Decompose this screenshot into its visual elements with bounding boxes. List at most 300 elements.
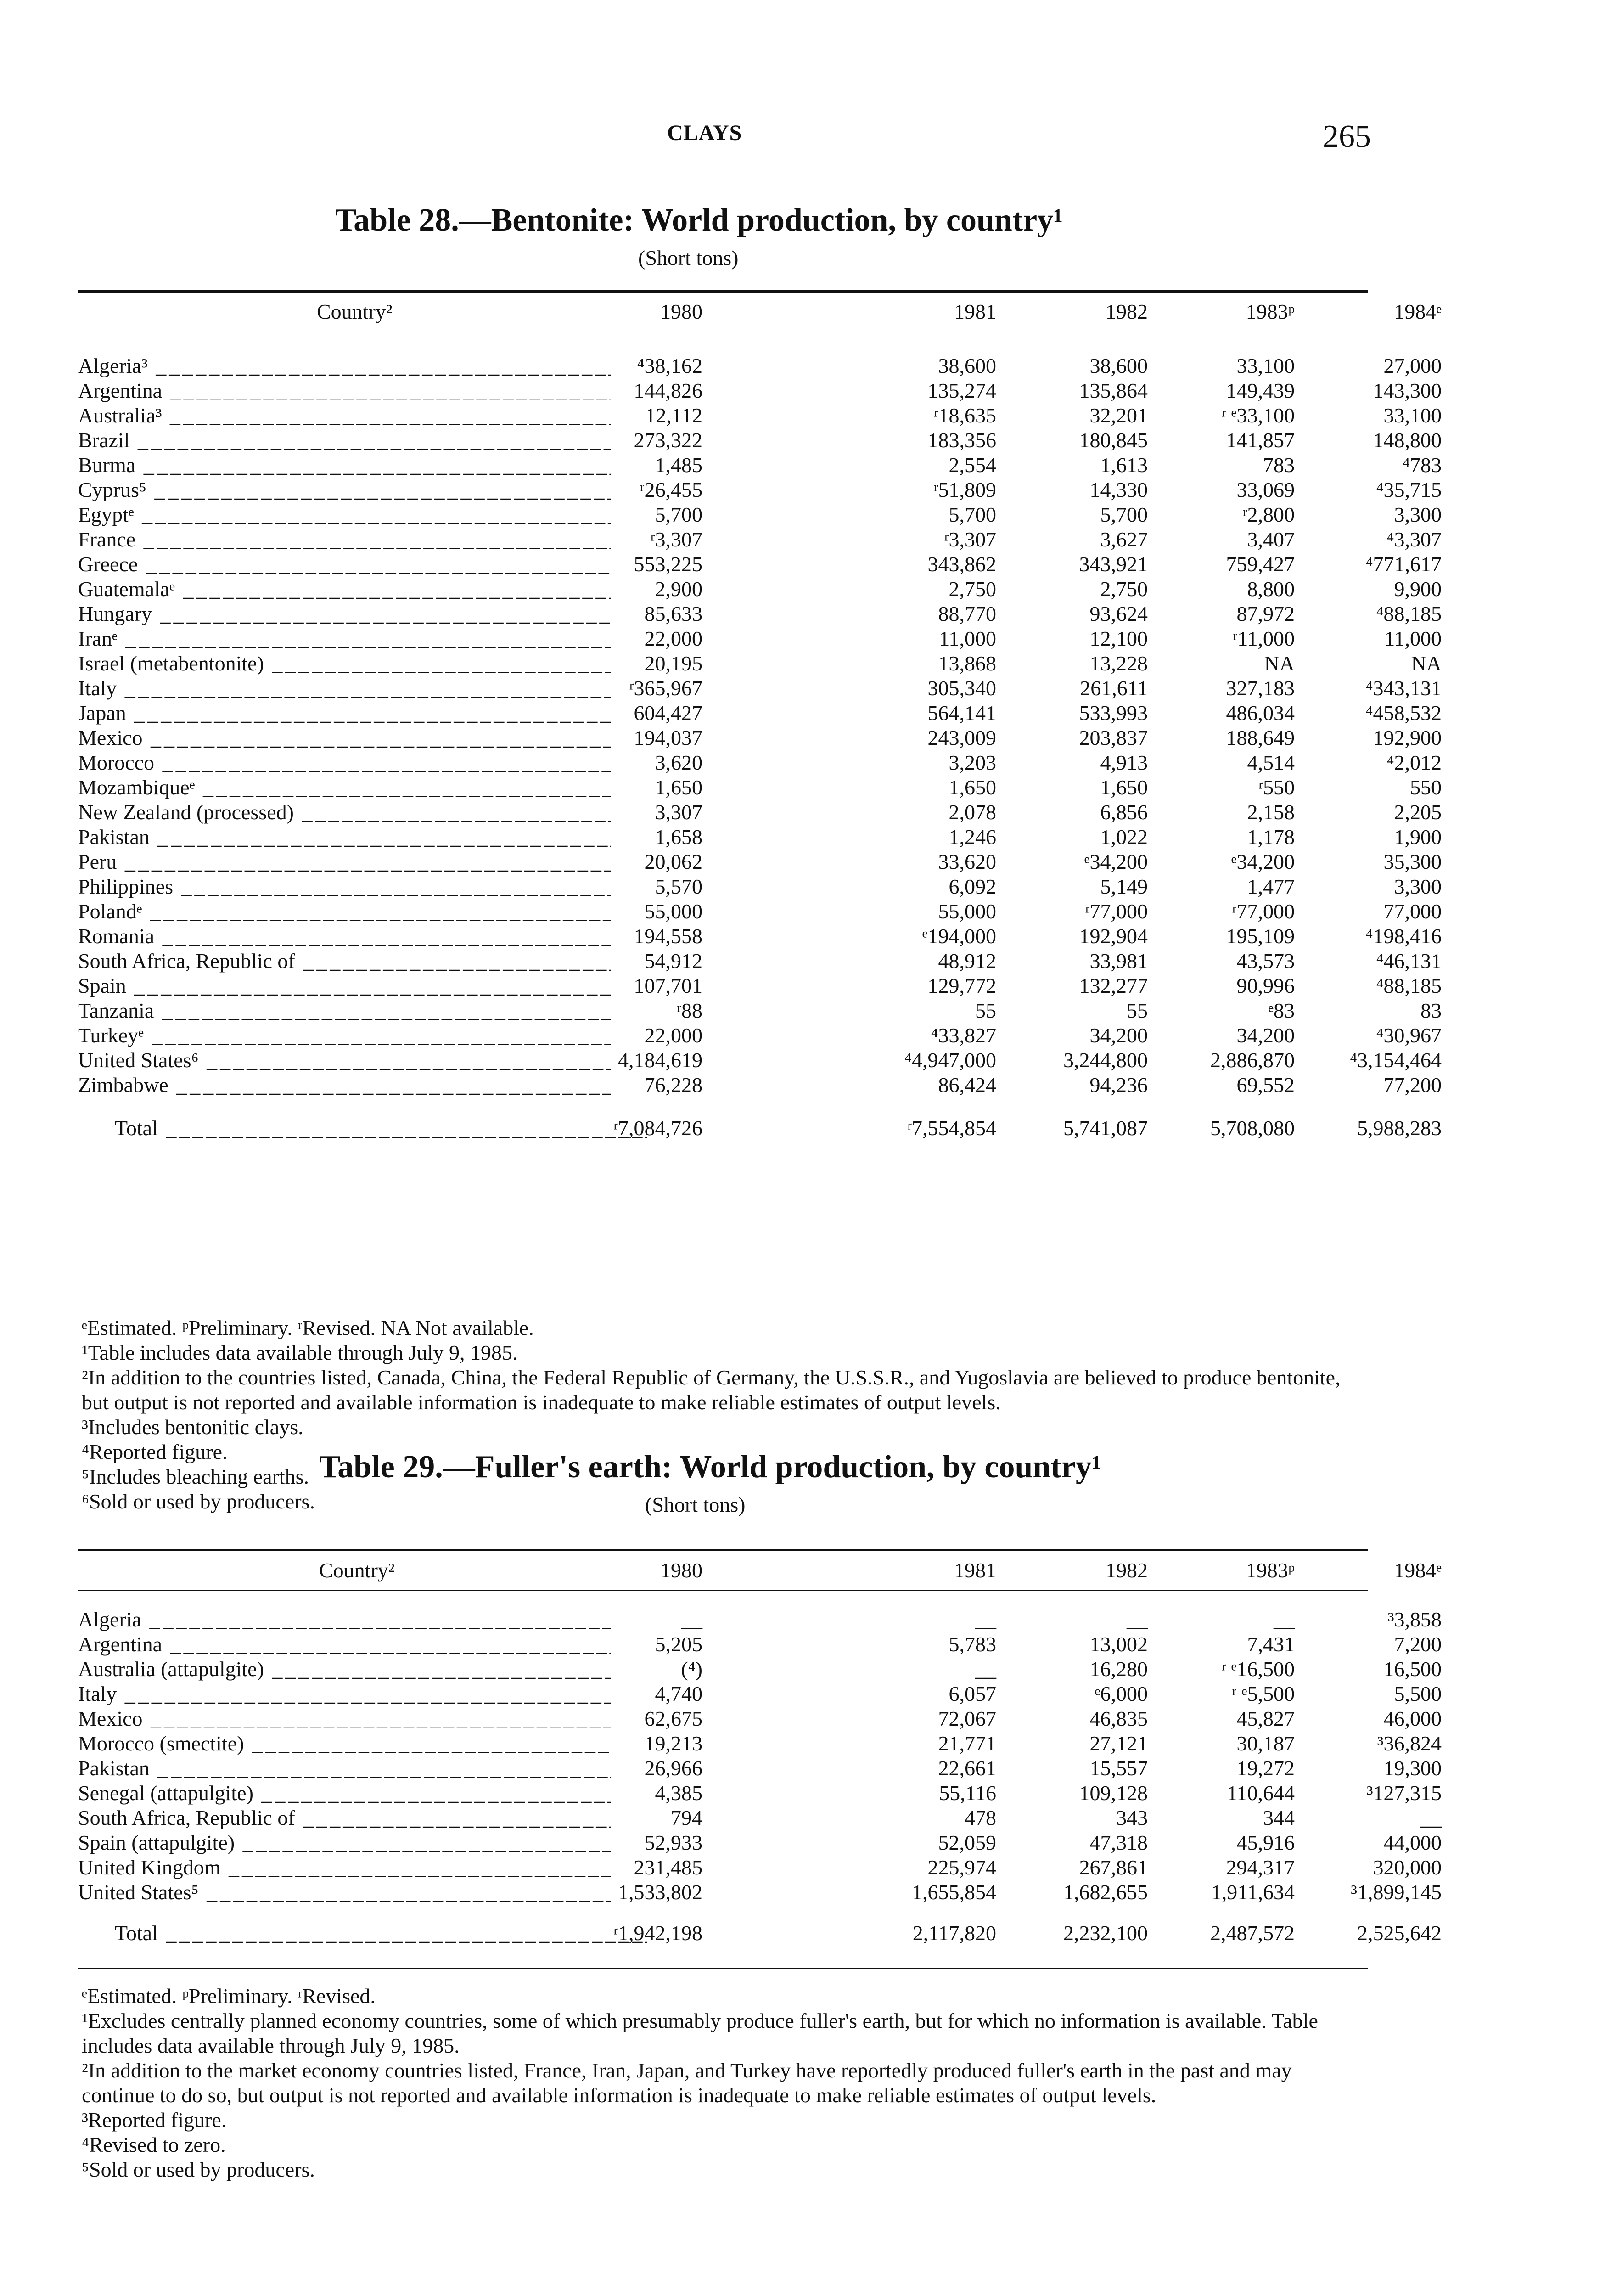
- value-cell-1984: ⁴88,185: [1376, 602, 1442, 625]
- value-cell-1984: 77,200: [1383, 1073, 1442, 1097]
- value-cell-1984: 35,300: [1383, 850, 1442, 873]
- country-cell: Australia (attapulgite) _____: [78, 1657, 611, 1682]
- country-cell: Australia³ _____: [78, 403, 611, 428]
- table-row: [78, 1073, 1442, 1097]
- value-cell-1984: ³127,315: [1366, 1781, 1442, 1805]
- value-cell-1982: 132,277: [1079, 974, 1148, 997]
- table-row: [78, 924, 1442, 949]
- value-cell-1980: 22,000: [644, 1024, 702, 1047]
- country-cell: South Africa, Republic of _____: [78, 1806, 611, 1830]
- value-cell-1984: 83: [1420, 999, 1442, 1022]
- value-cell-1980: __: [681, 1608, 702, 1631]
- value-cell-1982: 6,856: [1100, 800, 1148, 824]
- footnote: ³Reported figure.: [82, 2108, 227, 2132]
- value-cell-1984: 550: [1410, 776, 1442, 799]
- table-row: [78, 378, 1442, 403]
- country-cell: Morocco _____: [78, 750, 611, 775]
- value-cell-1983: ᵉ34,200: [1231, 850, 1295, 873]
- value-cell-1981: 55,116: [939, 1781, 996, 1805]
- value-cell-1983: 34,200: [1236, 1024, 1295, 1047]
- country-cell: United States⁶ _____: [78, 1048, 611, 1073]
- value-cell-1981: 3,203: [949, 751, 996, 774]
- value-cell-1984: 143,300: [1373, 379, 1442, 402]
- value-cell-1984: ⁴46,131: [1376, 949, 1442, 973]
- value-cell-1982: 135,864: [1079, 379, 1148, 402]
- value-cell-1984: 5,500: [1394, 1682, 1442, 1705]
- footnote: ¹Table includes data available through July 9, 1985.: [82, 1341, 518, 1364]
- value-cell-1983: 87,972: [1236, 602, 1295, 625]
- value-cell-1981: ⁴33,827: [931, 1024, 996, 1047]
- value-cell-1984: 320,000: [1373, 1856, 1442, 1879]
- value-cell-1983: __: [1274, 1608, 1295, 1631]
- column-header-country: Country²: [319, 1559, 395, 1582]
- table-row: [78, 502, 1442, 527]
- country-cell: Pakistan _____: [78, 1756, 611, 1781]
- value-cell-1982: 343,921: [1079, 552, 1148, 576]
- value-cell-1980: 553,225: [634, 552, 702, 576]
- value-cell-1980: 5,205: [655, 1632, 702, 1656]
- value-cell-1983: ʳ77,000: [1232, 900, 1295, 923]
- table-row: [78, 1830, 1442, 1855]
- value-cell-1983: 45,916: [1236, 1831, 1295, 1854]
- value-cell-1982: 267,861: [1079, 1856, 1148, 1879]
- value-cell-1980: 52,933: [644, 1831, 702, 1854]
- value-cell-1981: 48,912: [938, 949, 996, 973]
- table-row: [78, 354, 1442, 378]
- table-row: [78, 949, 1442, 974]
- table-row: [78, 478, 1442, 502]
- value-cell-1980: 4,740: [655, 1682, 702, 1705]
- value-cell-1981: 129,772: [927, 974, 996, 997]
- country-cell: South Africa, Republic of _____: [78, 949, 611, 974]
- value-cell-1983: 1,477: [1247, 875, 1295, 898]
- value-cell-1984: ⁴198,416: [1365, 924, 1442, 948]
- value-cell-1980: 194,037: [634, 726, 702, 749]
- value-cell-1981: 33,620: [938, 850, 996, 873]
- value-cell-1980: (⁴): [681, 1657, 702, 1681]
- table-row: [78, 726, 1442, 750]
- value-cell-1983: 4,514: [1247, 751, 1295, 774]
- table-row: [78, 1682, 1442, 1706]
- value-cell-1981: 2,078: [949, 800, 996, 824]
- total-row: [78, 1116, 1442, 1141]
- value-cell-1984: 1,900: [1394, 825, 1442, 849]
- value-cell-1981: 55: [975, 999, 996, 1022]
- value-cell-1983: ᵉ83: [1268, 999, 1295, 1022]
- table-row: [78, 1731, 1442, 1756]
- value-cell-1982: 1,682,655: [1063, 1880, 1148, 1904]
- table-row: [78, 1756, 1442, 1781]
- table-29: [78, 1449, 1442, 2296]
- table-row: [78, 527, 1442, 552]
- table-body: [78, 354, 1442, 1141]
- value-cell-1984: ⁴771,617: [1365, 552, 1442, 576]
- value-cell-1984: __: [1420, 1806, 1442, 1829]
- country-cell: Polandᵉ _____: [78, 899, 611, 924]
- value-cell-1981: 343,862: [927, 552, 996, 576]
- page-number: 265: [1323, 119, 1371, 154]
- country-cell: Greece _____: [78, 552, 611, 577]
- country-cell: Japan _____: [78, 701, 611, 726]
- value-cell-1981: 22,661: [938, 1756, 996, 1780]
- country-cell: Italy _____: [78, 1682, 611, 1706]
- country-cell: Morocco (smectite) _____: [78, 1731, 611, 1756]
- table-row: [78, 1806, 1442, 1830]
- value-cell-1982: 2,232,100: [1063, 1921, 1148, 1945]
- table-row: [78, 1048, 1442, 1073]
- value-cell-1981: 6,057: [949, 1682, 996, 1705]
- value-cell-1980: 85,633: [644, 602, 702, 625]
- value-cell-1981: 88,770: [938, 602, 996, 625]
- footnotes: [78, 1984, 1368, 2182]
- value-cell-1982: 3,627: [1100, 528, 1148, 551]
- table-row: [78, 552, 1442, 577]
- value-cell-1982: 1,650: [1100, 776, 1148, 799]
- table-row: [78, 1706, 1442, 1731]
- value-cell-1984: ⁴2,012: [1386, 751, 1442, 774]
- value-cell-1984: ⁴30,967: [1376, 1024, 1442, 1047]
- footnote: ᵉEstimated. ᵖPreliminary. ʳRevised. NA Not available.: [82, 1316, 534, 1339]
- value-cell-1982: 55: [1127, 999, 1148, 1022]
- value-cell-1983: 3,407: [1247, 528, 1295, 551]
- value-cell-1982: 14,330: [1089, 478, 1148, 501]
- value-cell-1983: ʳ ᵉ16,500: [1221, 1657, 1295, 1681]
- value-cell-1984: 192,900: [1373, 726, 1442, 749]
- footnote: ⁴Reported figure.: [82, 1440, 228, 1463]
- value-cell-1981: ʳ7,554,854: [907, 1116, 996, 1140]
- value-cell-1983: ʳ ᵉ33,100: [1221, 404, 1295, 427]
- value-cell-1981: 478: [965, 1806, 996, 1829]
- country-cell: Romania _____: [78, 924, 611, 949]
- value-cell-1980: 22,000: [644, 627, 702, 650]
- value-cell-1983: ʳ11,000: [1233, 627, 1295, 650]
- value-cell-1982: 109,128: [1079, 1781, 1148, 1805]
- value-cell-1984: 2,525,642: [1357, 1921, 1442, 1945]
- value-cell-1984: 2,205: [1394, 800, 1442, 824]
- table-row: [78, 1657, 1442, 1682]
- country-cell: New Zealand (processed) _____: [78, 800, 611, 825]
- table-row: [78, 701, 1442, 726]
- top-rule: [78, 290, 1368, 293]
- value-cell-1980: 107,701: [634, 974, 702, 997]
- table-row: [78, 775, 1442, 800]
- country-cell: Mozambiqueᵉ _____: [78, 775, 611, 800]
- value-cell-1982: 4,913: [1100, 751, 1148, 774]
- value-cell-1984: 5,988,283: [1357, 1116, 1442, 1140]
- footnote: ²In addition to the countries listed, Canada, China, the Federal Republic of Germany, the U.S.S.R., and Yugoslavia are believed to produce bentonite, but output is not reported and available information is inadequate to make reliable estimates of output levels.: [82, 1366, 1341, 1414]
- value-cell-1981: ᵉ194,000: [922, 924, 996, 948]
- value-cell-1982: 32,201: [1089, 404, 1148, 427]
- value-cell-1980: 194,558: [634, 924, 702, 948]
- country-cell: Argentina _____: [78, 378, 611, 403]
- value-cell-1983: 2,487,572: [1210, 1921, 1295, 1945]
- value-cell-1983: 30,187: [1236, 1732, 1295, 1755]
- value-cell-1984: 33,100: [1383, 404, 1442, 427]
- value-cell-1980: 12,112: [645, 404, 702, 427]
- country-cell: Iranᵉ _____: [78, 626, 611, 651]
- table-row: [78, 974, 1442, 998]
- value-cell-1984: 27,000: [1383, 354, 1442, 377]
- country-cell: Italy _____: [78, 676, 611, 701]
- value-cell-1982: 93,624: [1089, 602, 1148, 625]
- value-cell-1983: 2,886,870: [1210, 1048, 1295, 1072]
- table-row: [78, 1607, 1442, 1632]
- country-cell: United States⁵ _____: [78, 1880, 611, 1905]
- table-row: [78, 626, 1442, 651]
- value-cell-1982: 533,993: [1079, 701, 1148, 725]
- value-cell-1982: 203,837: [1079, 726, 1148, 749]
- table-row: [78, 453, 1442, 478]
- total-row: [78, 1921, 1442, 1946]
- value-cell-1982: 192,904: [1079, 924, 1148, 948]
- table-title: Table 28.—Bentonite: World production, by country¹: [335, 203, 1063, 238]
- value-cell-1984: 11,000: [1384, 627, 1442, 650]
- value-cell-1981: 1,650: [949, 776, 996, 799]
- value-cell-1984: 19,300: [1383, 1756, 1442, 1780]
- column-header-1984: 1984ᵉ: [1394, 1559, 1442, 1582]
- table-row: [78, 1023, 1442, 1048]
- value-cell-1982: 12,100: [1089, 627, 1148, 650]
- value-cell-1984: 77,000: [1383, 900, 1442, 923]
- value-cell-1984: 3,300: [1394, 503, 1442, 526]
- page-header: [0, 120, 1611, 162]
- value-cell-1984: ⁴3,307: [1386, 528, 1442, 551]
- value-cell-1980: ⁴38,162: [637, 354, 702, 377]
- value-cell-1980: 794: [671, 1806, 702, 1829]
- value-cell-1982: 38,600: [1089, 354, 1148, 377]
- value-cell-1983: 486,034: [1226, 701, 1295, 725]
- value-cell-1980: 231,485: [634, 1856, 702, 1879]
- value-cell-1982: 3,244,800: [1063, 1048, 1148, 1072]
- section-title: CLAYS: [667, 121, 742, 145]
- value-cell-1981: ʳ51,809: [933, 478, 996, 501]
- table-units: (Short tons): [645, 1493, 746, 1516]
- value-cell-1983: ʳ550: [1258, 776, 1295, 799]
- value-cell-1980: 273,322: [634, 428, 702, 452]
- value-cell-1981: __: [975, 1657, 996, 1681]
- value-cell-1982: 13,228: [1089, 652, 1148, 675]
- value-cell-1981: 52,059: [938, 1831, 996, 1854]
- value-cell-1984: ⁴783: [1402, 453, 1442, 477]
- value-cell-1983: 110,644: [1227, 1781, 1295, 1805]
- value-cell-1982: 16,280: [1089, 1657, 1148, 1681]
- country-cell: Hungary _____: [78, 602, 611, 626]
- value-cell-1980: 604,427: [634, 701, 702, 725]
- value-cell-1982: 180,845: [1079, 428, 1148, 452]
- column-header-1983: 1983ᵖ: [1246, 1559, 1295, 1582]
- country-cell: Senegal (attapulgite) _____: [78, 1781, 611, 1806]
- value-cell-1981: 183,356: [927, 428, 996, 452]
- value-cell-1983: 33,069: [1236, 478, 1295, 501]
- value-cell-1984: NA: [1411, 652, 1442, 675]
- value-cell-1983: 294,317: [1226, 1856, 1295, 1879]
- value-cell-1983: 195,109: [1226, 924, 1295, 948]
- column-header-1980: 1980: [660, 300, 702, 323]
- footnote: ⁵Sold or used by producers.: [82, 2158, 315, 2181]
- total-label: Total _____: [78, 1921, 647, 1946]
- value-cell-1981: 6,092: [949, 875, 996, 898]
- value-cell-1982: 2,750: [1100, 577, 1148, 601]
- country-cell: Spain _____: [78, 974, 611, 998]
- value-cell-1981: 11,000: [939, 627, 996, 650]
- value-cell-1981: 2,117,820: [912, 1921, 996, 1945]
- value-cell-1980: 19,213: [644, 1732, 702, 1755]
- value-cell-1980: 5,700: [655, 503, 702, 526]
- footnote: ᵉEstimated. ᵖPreliminary. ʳRevised.: [82, 1984, 376, 2008]
- header-rule: [78, 1590, 1368, 1591]
- column-header-1981: 1981: [954, 300, 996, 323]
- value-cell-1983: NA: [1264, 652, 1295, 675]
- value-cell-1980: 20,062: [644, 850, 702, 873]
- value-cell-1981: 13,868: [938, 652, 996, 675]
- value-cell-1980: ʳ26,455: [640, 478, 702, 501]
- value-cell-1981: ʳ3,307: [944, 528, 996, 551]
- value-cell-1981: 55,000: [938, 900, 996, 923]
- table-row: [78, 998, 1442, 1023]
- value-cell-1984: 148,800: [1373, 428, 1442, 452]
- value-cell-1980: 1,658: [655, 825, 702, 849]
- footnote: ⁵Includes bleaching earths.: [82, 1465, 309, 1488]
- value-cell-1980: 26,966: [644, 1756, 702, 1780]
- value-cell-1982: 27,121: [1089, 1732, 1148, 1755]
- footnote: ³Includes bentonitic clays.: [82, 1415, 303, 1439]
- value-cell-1982: 261,611: [1080, 676, 1148, 700]
- footnote: ⁶Sold or used by producers.: [82, 1490, 315, 1513]
- value-cell-1983: 7,431: [1247, 1632, 1295, 1656]
- table-row: [78, 428, 1442, 453]
- value-cell-1983: 327,183: [1226, 676, 1295, 700]
- value-cell-1982: __: [1127, 1608, 1148, 1631]
- country-cell: Israel (metabentonite) _____: [78, 651, 611, 676]
- column-header-1982: 1982: [1106, 300, 1148, 323]
- country-cell: Spain (attapulgite) _____: [78, 1830, 611, 1855]
- value-cell-1983: 141,857: [1226, 428, 1295, 452]
- value-cell-1980: ʳ3,307: [650, 528, 702, 551]
- country-cell: United Kingdom _____: [78, 1855, 611, 1880]
- value-cell-1982: 5,741,087: [1063, 1116, 1148, 1140]
- value-cell-1981: 1,655,854: [912, 1880, 996, 1904]
- value-cell-1980: 1,650: [655, 776, 702, 799]
- table-row: [78, 874, 1442, 899]
- country-cell: Philippines _____: [78, 874, 611, 899]
- country-cell: Zimbabwe _____: [78, 1073, 611, 1097]
- value-cell-1981: __: [975, 1608, 996, 1631]
- value-cell-1980: 54,912: [644, 949, 702, 973]
- table-row: [78, 651, 1442, 676]
- value-cell-1982: 5,149: [1100, 875, 1148, 898]
- table-row: [78, 1855, 1442, 1880]
- table-row: [78, 1880, 1442, 1905]
- table-row: [78, 800, 1442, 825]
- value-cell-1980: 4,385: [655, 1781, 702, 1805]
- value-cell-1984: 9,900: [1394, 577, 1442, 601]
- value-cell-1984: ⁴3,154,464: [1349, 1048, 1442, 1072]
- country-cell: Burma _____: [78, 453, 611, 478]
- value-cell-1983: 45,827: [1236, 1707, 1295, 1730]
- value-cell-1980: 3,620: [655, 751, 702, 774]
- value-cell-1983: 43,573: [1236, 949, 1295, 973]
- value-cell-1982: 47,318: [1089, 1831, 1148, 1854]
- value-cell-1980: ʳ7,084,726: [613, 1116, 702, 1140]
- value-cell-1982: 1,613: [1100, 453, 1148, 477]
- footnote: ¹Excludes centrally planned economy countries, some of which presumably produce fuller's earth, but for which no information is available. Table includes data available through July 9, 1985.: [82, 2009, 1318, 2057]
- value-cell-1980: 62,675: [644, 1707, 702, 1730]
- value-cell-1983: 1,911,634: [1211, 1880, 1295, 1904]
- value-cell-1983: 783: [1263, 453, 1295, 477]
- value-cell-1981: 2,750: [949, 577, 996, 601]
- value-cell-1980: 5,570: [655, 875, 702, 898]
- value-cell-1983: ʳ2,800: [1242, 503, 1295, 526]
- value-cell-1983: 69,552: [1236, 1073, 1295, 1097]
- value-cell-1984: 16,500: [1383, 1657, 1442, 1681]
- value-cell-1983: 344: [1263, 1806, 1295, 1829]
- table-units: (Short tons): [638, 246, 739, 270]
- country-cell: Algeria _____: [78, 1607, 611, 1632]
- value-cell-1981: 5,700: [949, 503, 996, 526]
- value-cell-1984: ³1,899,145: [1351, 1880, 1442, 1904]
- value-cell-1980: 4,184,619: [618, 1048, 702, 1072]
- value-cell-1980: 20,195: [644, 652, 702, 675]
- value-cell-1984: 44,000: [1383, 1831, 1442, 1854]
- country-cell: Argentina _____: [78, 1632, 611, 1657]
- value-cell-1982: ᵉ6,000: [1095, 1682, 1148, 1705]
- value-cell-1982: 46,835: [1089, 1707, 1148, 1730]
- country-cell: Mexico _____: [78, 726, 611, 750]
- country-cell: Tanzania _____: [78, 998, 611, 1023]
- table-row: [78, 850, 1442, 874]
- value-cell-1984: ⁴35,715: [1376, 478, 1442, 501]
- value-cell-1982: 94,236: [1089, 1073, 1148, 1097]
- country-cell: Brazil _____: [78, 428, 611, 453]
- value-cell-1980: 2,900: [655, 577, 702, 601]
- value-cell-1982: 5,700: [1100, 503, 1148, 526]
- value-cell-1981: 2,554: [949, 453, 996, 477]
- bottom-rule: [78, 1968, 1368, 1969]
- value-cell-1984: 46,000: [1383, 1707, 1442, 1730]
- value-cell-1980: 1,485: [655, 453, 702, 477]
- value-cell-1980: 76,228: [644, 1073, 702, 1097]
- value-cell-1981: 243,009: [927, 726, 996, 749]
- value-cell-1984: ⁴343,131: [1365, 676, 1442, 700]
- value-cell-1984: 7,200: [1394, 1632, 1442, 1656]
- value-cell-1984: ⁴458,532: [1365, 701, 1442, 725]
- value-cell-1983: 1,178: [1247, 825, 1295, 849]
- column-header-1980: 1980: [660, 1559, 702, 1582]
- value-cell-1982: 1,022: [1100, 825, 1148, 849]
- value-cell-1981: 5,783: [949, 1632, 996, 1656]
- table-row: [78, 825, 1442, 850]
- value-cell-1980: 144,826: [634, 379, 702, 402]
- value-cell-1981: 1,246: [949, 825, 996, 849]
- value-cell-1980: ʳ1,942,198: [613, 1921, 702, 1945]
- value-cell-1982: ᵉ34,200: [1084, 850, 1148, 873]
- value-cell-1980: 1,533,802: [618, 1880, 702, 1904]
- value-cell-1981: 38,600: [938, 354, 996, 377]
- column-header-1981: 1981: [954, 1559, 996, 1582]
- total-label: Total _____: [78, 1116, 647, 1141]
- value-cell-1981: 135,274: [927, 379, 996, 402]
- country-cell: France _____: [78, 527, 611, 552]
- table-row: [78, 403, 1442, 428]
- top-rule: [78, 1549, 1368, 1551]
- value-cell-1980: ʳ88: [677, 999, 702, 1022]
- country-cell: Guatemalaᵉ _____: [78, 577, 611, 602]
- table-row: [78, 676, 1442, 701]
- value-cell-1982: 15,557: [1089, 1756, 1148, 1780]
- country-cell: Peru _____: [78, 850, 611, 874]
- footnote: ⁴Revised to zero.: [82, 2133, 226, 2156]
- value-cell-1981: 86,424: [938, 1073, 996, 1097]
